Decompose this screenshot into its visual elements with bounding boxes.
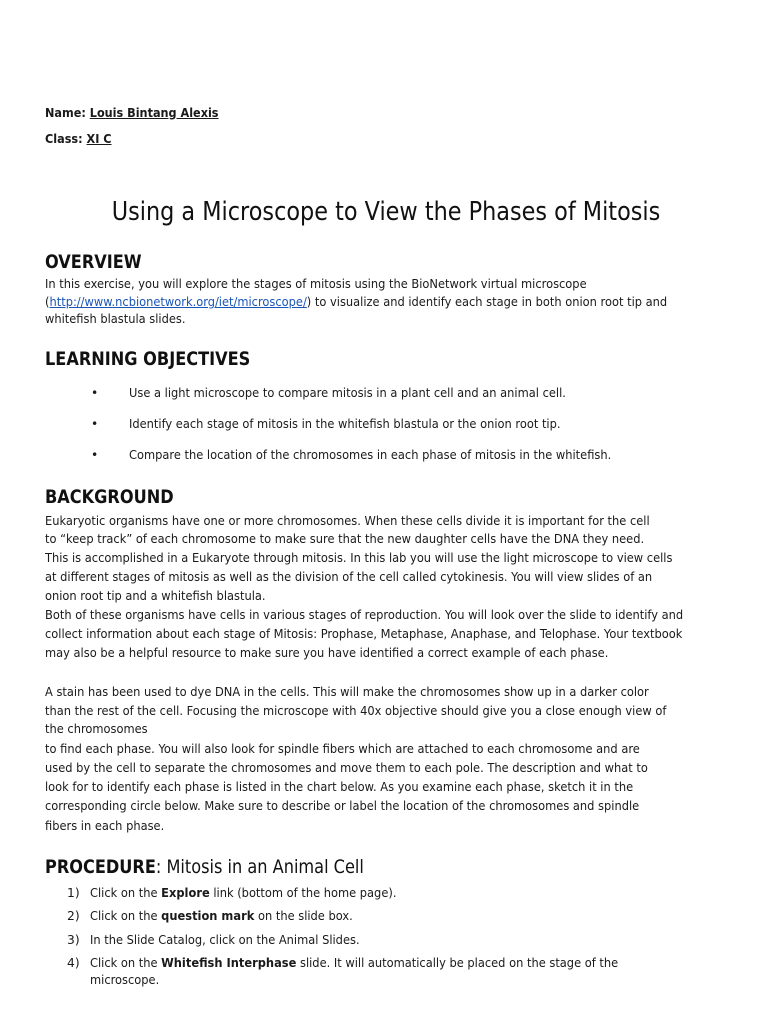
procedure-heading: PROCEDURE: Mitosis in an Animal Cell xyxy=(45,856,364,878)
microscope-link[interactable]: http://www.ncbionetwork.org/iet/microscope/ xyxy=(49,295,307,309)
procedure-step: Click on the Explore link (bottom of the home page). xyxy=(90,886,397,900)
background-line: the chromosomes xyxy=(45,722,148,736)
overview-line-3: whitefish blastula slides. xyxy=(45,312,186,326)
procedure-step: Click on the question mark on the slide box. xyxy=(90,909,353,923)
background-line: than the rest of the cell. Focusing the microscope with 40x objective should give you a close enough view of xyxy=(45,704,667,718)
background-line: at different stages of mitosis as well as the division of the cell called cytokinesis. You will view slides of an xyxy=(45,570,653,584)
procedure-step-continued: microscope. xyxy=(90,973,160,987)
step-number: 4) xyxy=(67,956,80,970)
background-line: onion root tip and a whitefish blastula. xyxy=(45,589,266,603)
background-line: corresponding circle below. Make sure to describe or label the location of the chromosomes and spindle xyxy=(45,799,640,813)
overview-line-1: In this exercise, you will explore the stages of mitosis using the BioNetwork virtual microscope xyxy=(45,277,587,291)
step-number: 3) xyxy=(67,933,80,947)
bullet-icon: • xyxy=(91,448,99,462)
step-number: 2) xyxy=(67,909,80,923)
procedure-step: Click on the Whitefish Interphase slide. It will automatically be placed on the stage of the xyxy=(90,956,619,970)
background-line: may also be a helpful resource to make sure you have identified a correct example of each phase. xyxy=(45,646,609,660)
bullet-icon: • xyxy=(91,386,99,400)
student-name xyxy=(45,105,219,120)
background-line: to “keep track” of each chromosome to make sure that the new daughter cells have the DNA they need. xyxy=(45,532,645,546)
class-value: XI C xyxy=(86,131,112,146)
objectives-heading: LEARNING OBJECTIVES xyxy=(45,348,251,370)
name-label: Name: xyxy=(45,105,86,120)
objective-item: Compare the location of the chromosomes in each phase of mitosis in the whitefish. xyxy=(129,448,612,462)
background-line: fibers in each phase. xyxy=(45,819,165,833)
background-heading: BACKGROUND xyxy=(45,486,174,508)
overview-heading: OVERVIEW xyxy=(45,251,142,273)
step-number: 1) xyxy=(67,886,80,900)
bullet-icon: • xyxy=(91,417,99,431)
background-line: collect information about each stage of Mitosis: Prophase, Metaphase, Anaphase, and Telophase. Your textbook xyxy=(45,627,683,641)
background-line: used by the cell to separate the chromosomes and move them to each pole. The description and what to xyxy=(45,761,648,775)
background-line: A stain has been used to dye DNA in the cells. This will make the chromosomes show up in a darker color xyxy=(45,685,649,699)
background-line: look for to identify each phase is listed in the chart below. As you examine each phase, sketch it in the xyxy=(45,780,634,794)
background-line: to find each phase. You will also look for spindle fibers which are attached to each chromosome and are xyxy=(45,742,640,756)
page-title: Using a Microscope to View the Phases of Mitosis xyxy=(111,197,661,227)
background-line: This is accomplished in a Eukaryote through mitosis. In this lab you will use the light microscope to view cells xyxy=(45,551,673,565)
objective-item: Identify each stage of mitosis in the whitefish blastula or the onion root tip. xyxy=(129,417,561,431)
student-class xyxy=(45,131,112,146)
name-value: Louis Bintang Alexis xyxy=(89,105,219,120)
procedure-step: In the Slide Catalog, click on the Animal Slides. xyxy=(90,933,360,947)
background-line: Both of these organisms have cells in various stages of reproduction. You will look over the slide to identify and xyxy=(45,608,684,622)
class-label: Class: xyxy=(45,131,83,146)
overview-line-2: (http://www.ncbionetwork.org/iet/microscope/) to visualize and identify each stage in both onion root tip and xyxy=(45,295,668,309)
objective-item: Use a light microscope to compare mitosis in a plant cell and an animal cell. xyxy=(129,386,566,400)
procedure-subheading: : Mitosis in an Animal Cell xyxy=(155,856,364,878)
background-line: Eukaryotic organisms have one or more chromosomes. When these cells divide it is important for the cell xyxy=(45,514,650,528)
